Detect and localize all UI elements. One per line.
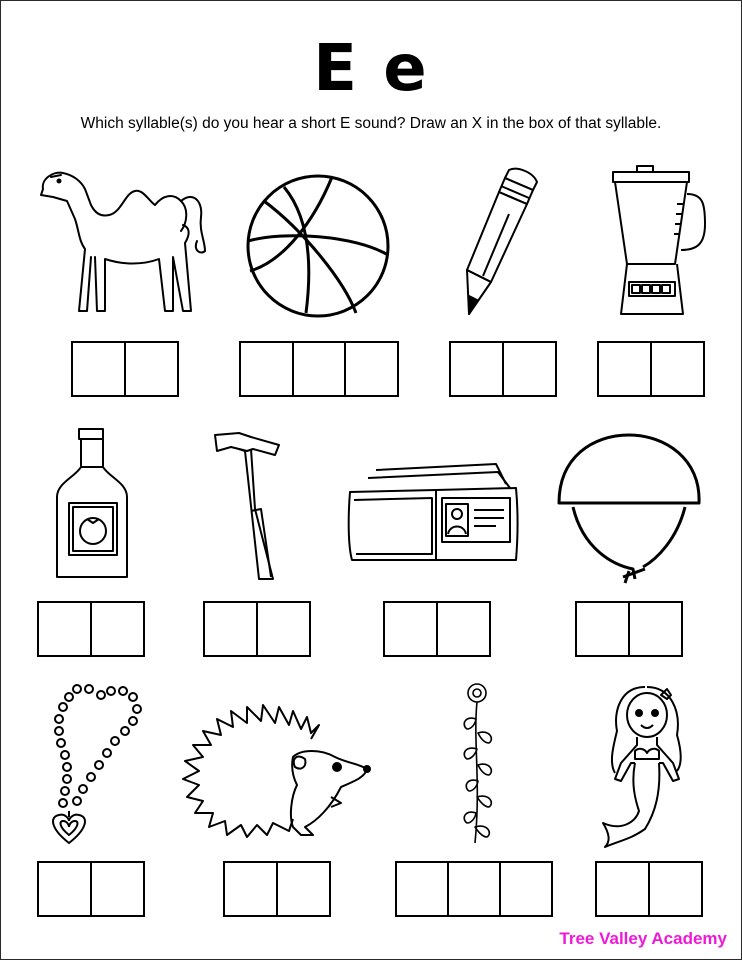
syllable-box[interactable] xyxy=(385,603,438,655)
syllable-boxes-wallet xyxy=(383,601,491,657)
syllable-box[interactable] xyxy=(92,863,143,915)
syllable-boxes-basketball xyxy=(239,341,399,397)
syllable-box[interactable] xyxy=(599,343,652,395)
beanstalk-icon xyxy=(459,681,499,846)
syllable-box[interactable] xyxy=(126,343,177,395)
syllable-box[interactable] xyxy=(205,603,258,655)
syllable-boxes-hammer xyxy=(203,601,311,657)
ketchup-icon xyxy=(51,427,133,583)
syllable-box[interactable] xyxy=(650,863,701,915)
hammer-icon xyxy=(211,429,281,584)
camel-icon xyxy=(33,161,208,321)
syllable-box[interactable] xyxy=(652,343,703,395)
syllable-boxes-blender xyxy=(597,341,705,397)
syllable-box[interactable] xyxy=(438,603,489,655)
mermaid-icon xyxy=(591,683,701,848)
brand-credit: Tree Valley Academy xyxy=(559,929,727,948)
page-title: E e xyxy=(313,32,429,106)
syllable-box[interactable] xyxy=(451,343,504,395)
syllable-box[interactable] xyxy=(501,863,551,915)
syllable-box[interactable] xyxy=(241,343,294,395)
syllable-boxes-mermaid xyxy=(595,861,703,917)
syllable-boxes-camel xyxy=(71,341,179,397)
instructions: Which syllable(s) do you hear a short E sound? Draw an X in the box of that syllable. xyxy=(80,115,662,132)
hedgehog-icon xyxy=(181,697,373,842)
syllable-box[interactable] xyxy=(92,603,143,655)
syllable-box[interactable] xyxy=(346,343,397,395)
syllable-boxes-helmet xyxy=(575,601,683,657)
syllable-boxes-beanstalk xyxy=(395,861,553,917)
syllable-box[interactable] xyxy=(278,863,329,915)
syllable-box[interactable] xyxy=(597,863,650,915)
syllable-box[interactable] xyxy=(504,343,555,395)
wallet-icon xyxy=(346,456,521,566)
syllable-box[interactable] xyxy=(39,863,92,915)
necklace-icon xyxy=(37,683,147,848)
syllable-box[interactable] xyxy=(397,863,449,915)
syllable-box[interactable] xyxy=(294,343,347,395)
basketball-icon xyxy=(244,171,392,321)
syllable-boxes-necklace xyxy=(37,861,145,917)
syllable-boxes-pencil xyxy=(449,341,557,397)
blender-icon xyxy=(607,164,707,319)
syllable-box[interactable] xyxy=(577,603,630,655)
syllable-boxes-hedgehog xyxy=(223,861,331,917)
syllable-box[interactable] xyxy=(449,863,501,915)
syllable-box[interactable] xyxy=(258,603,309,655)
syllable-box[interactable] xyxy=(39,603,92,655)
syllable-boxes-ketchup xyxy=(37,601,145,657)
syllable-box[interactable] xyxy=(73,343,126,395)
syllable-box[interactable] xyxy=(225,863,278,915)
helmet-icon xyxy=(553,429,705,585)
syllable-box[interactable] xyxy=(630,603,681,655)
pencil-icon xyxy=(461,164,541,319)
